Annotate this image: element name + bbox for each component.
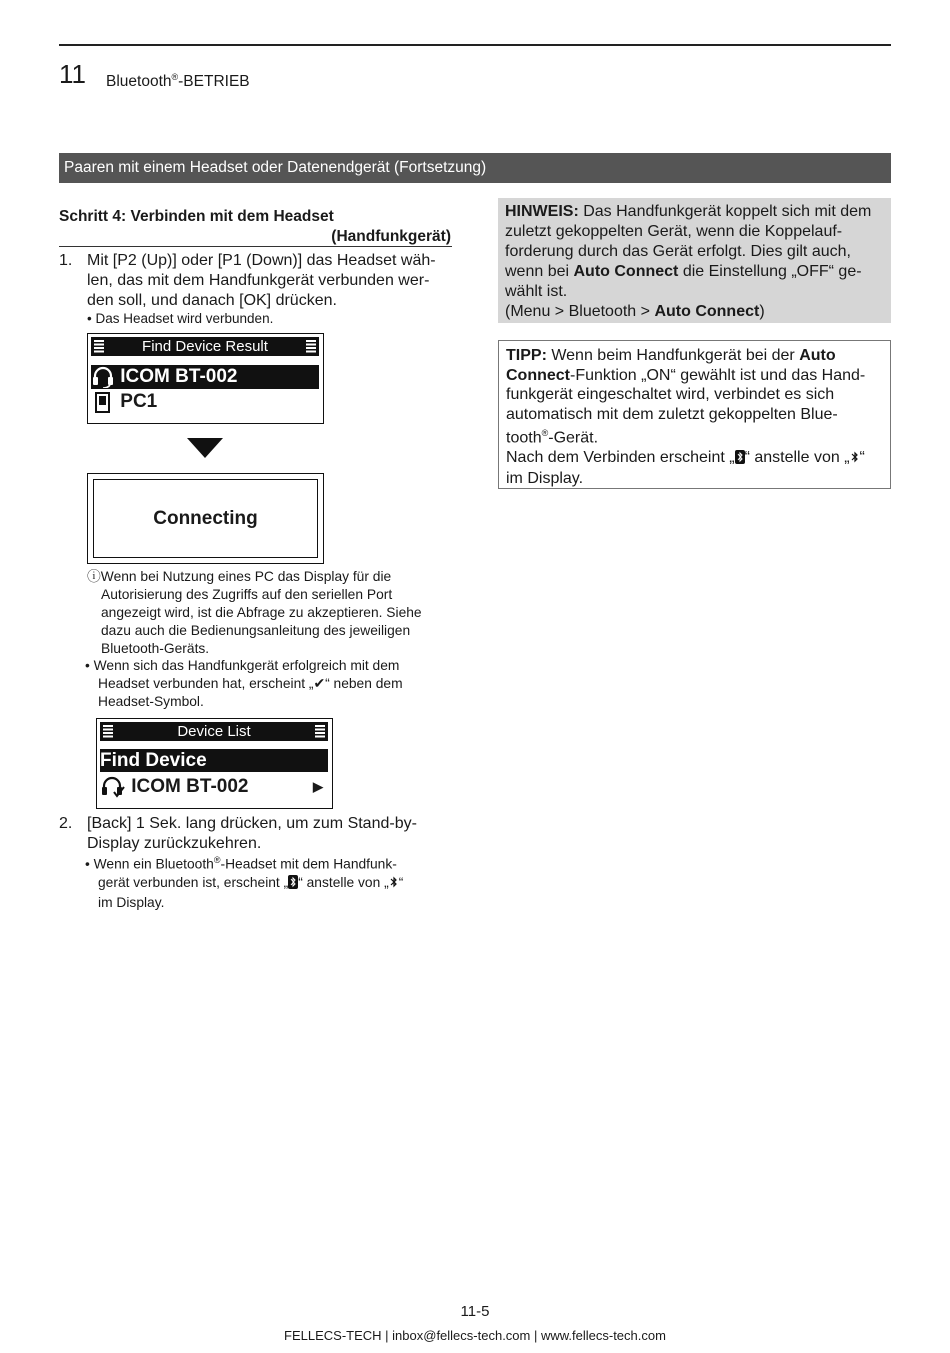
info-icon: ⓘ <box>87 569 101 584</box>
page-number: 11-5 <box>460 1303 490 1320</box>
tip-box: TIPP: Wenn beim Handfunkgerät bei der Auto Connect-Funktion „ON“ gewählt ist und das Hand- funkgerät eingeschaltet wird, verbindet es sich automatisch mit dem zuletzt gekoppelten Blue- tooth®-Gerät. Nach dem Verbinden erscheint „ “ anstelle von „ “ im Display. <box>498 340 891 489</box>
lcd-row-icom-bt-002: ICOM BT-002 ▶ <box>100 775 328 799</box>
menu-bars-icon <box>306 340 316 353</box>
down-arrow-icon <box>187 438 223 458</box>
lcd-row-pc1: PC1 <box>91 390 319 414</box>
bullet-connected: • Wenn sich das Handfunkgerät erfolgreich mit dem Headset verbunden hat, erscheint „✔“ neben dem Headset-Symbol. <box>85 658 403 709</box>
footer: FELLECS-TECH | inbox@fellecs-tech.com | www.fellecs-tech.com <box>284 1328 666 1343</box>
item1-number: 1. <box>59 252 73 269</box>
menu-bars-icon <box>103 725 113 738</box>
note-box: HINWEIS: Das Handfunkgerät koppelt sich mit dem zuletzt gekoppelten Gerät, wenn die Koppelauf- forderung durch das Gerät erfolgt. Dies gilt auch, wenn bei Auto Connect die Einstellung „OFF“ ge- wählt ist. (Menu > Bluetooth > Auto Connect) <box>498 198 891 323</box>
menu-bars-icon <box>315 725 325 738</box>
lcd-title: Find Device Result <box>142 338 268 355</box>
lcd-row-find-device: Find Device <box>100 749 328 772</box>
item2-bullet: • Wenn ein Bluetooth®-Headset mit dem Handfunk- gerät verbunden ist, erscheint „ “ anstelle von „ “ im Display. <box>85 855 404 910</box>
lcd-connecting <box>87 473 324 564</box>
bluetooth-icon <box>389 875 399 894</box>
chapter-number: 11 <box>59 59 86 89</box>
lcd-title-bar <box>100 722 328 741</box>
bluetooth-icon <box>850 450 860 470</box>
lcd-row-icom-bt-002: ICOM BT-002 <box>91 365 319 389</box>
right-arrow-icon: ▶ <box>313 779 323 794</box>
item1-text: Mit [P2 (Up)] oder [P1 (Down)] das Headset wäh- len, das mit dem Handfunkgerät verbunden wer- den soll, und danach [OK] drücken. <box>87 252 436 309</box>
item1-bullet: • Das Headset wird verbunden. <box>87 311 274 326</box>
step-heading: Schritt 4: Verbinden mit dem Headset (Handfunkgerät) <box>59 208 451 245</box>
connecting-text: Connecting <box>153 507 258 529</box>
lcd-title-bar <box>91 337 319 356</box>
menu-bars-icon <box>94 340 104 353</box>
headset-icon <box>91 366 120 387</box>
item2-number: 2. <box>59 815 73 832</box>
info-note: ⓘWenn bei Nutzung eines PC das Display für die Autorisierung des Zugriffs auf den seriellen Port angezeigt wird, ist die Abfrage zu akzeptieren. Siehe dazu auch die Bedienungsanleitung des jeweiligen Bluetooth-Geräts. <box>87 569 422 656</box>
section-heading-bar: Paaren mit einem Headset oder Datenendgerät (Fortsetzung) <box>59 153 891 183</box>
pc-icon <box>91 391 120 412</box>
step-rule <box>59 246 452 247</box>
lcd-device-list <box>96 718 333 809</box>
bluetooth-connected-icon <box>735 450 745 470</box>
lcd-find-device-result <box>87 333 324 424</box>
item2-text: [Back] 1 Sek. lang drücken, um zum Stand-by- Display zurückzukehren. <box>87 815 417 852</box>
top-rule <box>59 44 891 46</box>
check-icon: ✔ <box>313 676 326 691</box>
lcd-connecting-inner <box>93 479 318 558</box>
lcd-title: Device List <box>177 723 251 740</box>
headset-connected-icon <box>100 776 131 797</box>
chapter-title: Bluetooth®-BETRIEB <box>106 72 250 91</box>
bluetooth-connected-icon <box>288 875 298 894</box>
